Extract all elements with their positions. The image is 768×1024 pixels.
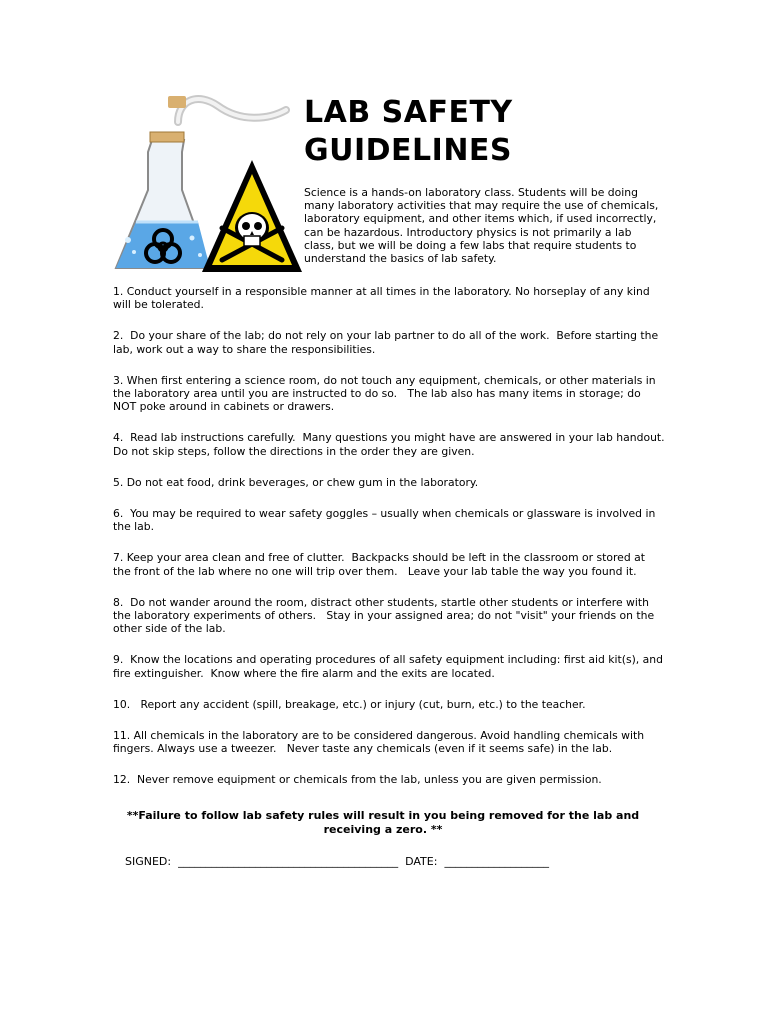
rule-item: 9. Know the locations and operating procedures of all safety equipment including: first aid kit(s), and fire extinguisher. Know where the fire alarm and the exits are located. (113, 653, 667, 680)
signature-line (125, 855, 549, 868)
rule-item: 3. When first entering a science room, do not touch any equipment, chemicals, or other materials in the laboratory area until you are instructed to do so. The lab also has many items in storage; do NOT poke around in cabinets or drawers. (113, 373, 660, 414)
title-line-2: GUIDELINES (304, 133, 513, 168)
lab-illustration (108, 90, 304, 280)
signed-label: SIGNED: (125, 855, 172, 868)
signed-blank: ________________________________________ (178, 855, 399, 868)
rule-item: 11. All chemicals in the laboratory are to be considered dangerous. Avoid handling chemicals with fingers. Always use a tweezer. Never taste any chemicals (even if it seems safe) in the lab. (113, 729, 648, 756)
rule-item: 7. Keep your area clean and free of clutter. Backpacks should be left in the classroom or stored at the front of the lab where no one will trip over them. Leave your lab table the way you found it. (113, 551, 649, 578)
rule-item: 5. Do not eat food, drink beverages, or chew gum in the laboratory. (113, 475, 479, 489)
rule-item: 2. Do your share of the lab; do not rely on your lab partner to do all of the work. Before starting the lab, work out a way to share the responsibilities. (113, 329, 662, 356)
rules-list (113, 285, 675, 787)
flask-with-biohazard-icon (116, 132, 210, 268)
warning-note: **Failure to follow lab safety rules will result in you being removed for the lab and receiving a zero. ** (126, 809, 640, 836)
skull-crossbones-warning-icon (202, 160, 302, 272)
rule-item: 1. Conduct yourself in a responsible manner at all times in the laboratory. No horseplay of any kind will be tolerated. (113, 285, 654, 312)
date-blank: ___________________ (444, 855, 549, 868)
page-title (304, 94, 513, 170)
rule-item: 10. Report any accident (spill, breakage, etc.) or injury (cut, burn, etc.) to the teacher. (113, 697, 586, 711)
rubber-tube-icon (168, 96, 286, 122)
title-line-1: LAB SAFETY (304, 95, 513, 130)
rule-item: 4. Read lab instructions carefully. Many questions you might have are answered in your lab handout. Do not skip steps, follow the directions in the order they are given. (113, 431, 675, 458)
rule-item: 8. Do not wander around the room, distract other students, startle other students or interfere with the laboratory experiments of others. Stay in your assigned area; do not "visit" your friends on the other side of the lab. (113, 595, 658, 636)
intro-paragraph: Science is a hands-on laboratory class. Students will be doing many laboratory activities that may require the use of chemicals, laboratory equipment, and other items which, if used incorrectly, can be hazardous. Introductory physics is not primarily a lab class, but we will be doing a few labs that require students to understand the basics of lab safety. (304, 186, 659, 266)
rule-item: 6. You may be required to wear safety goggles – usually when chemicals or glassware is involved in the lab. (113, 507, 659, 534)
date-label: DATE: (405, 855, 438, 868)
rule-item: 12. Never remove equipment or chemicals from the lab, unless you are given permission. (113, 773, 602, 787)
